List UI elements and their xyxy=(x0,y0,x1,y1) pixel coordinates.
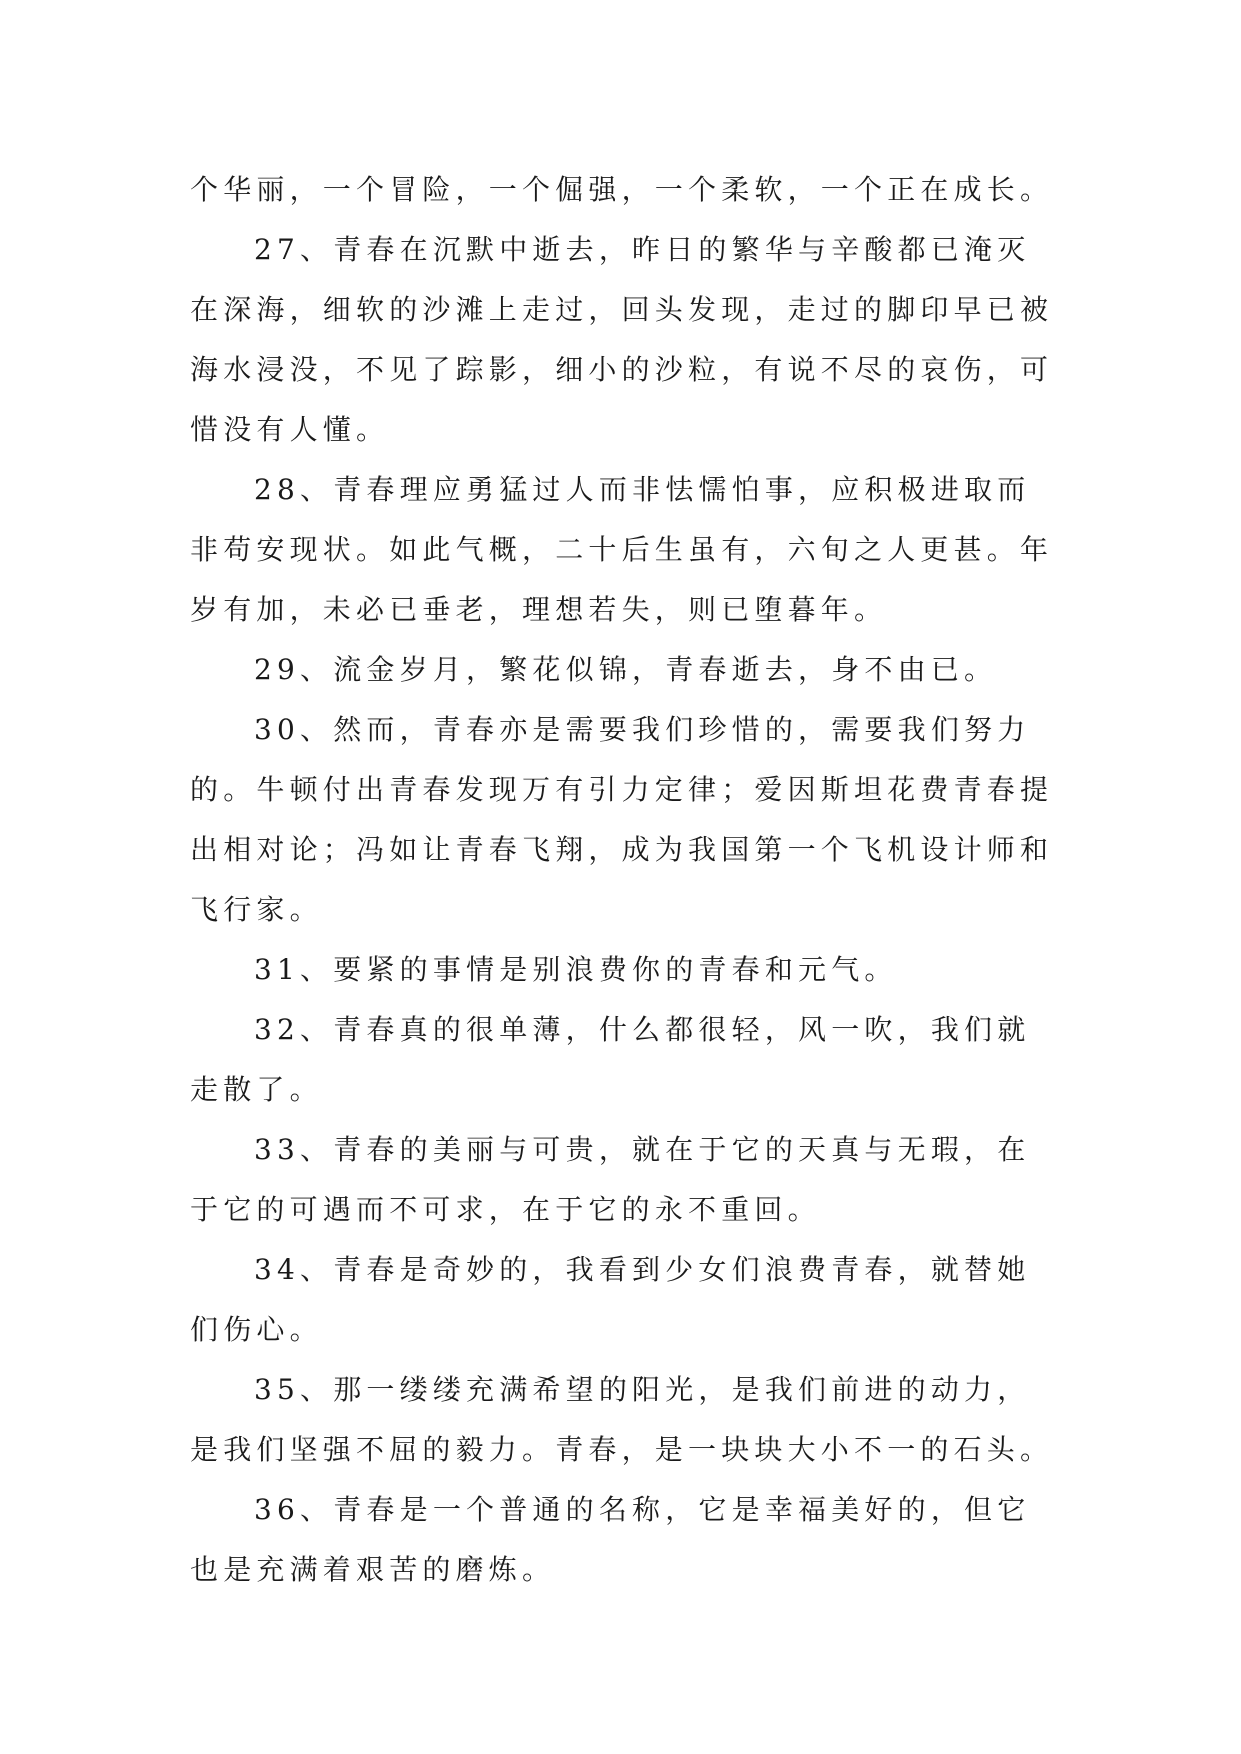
paragraph-36: 36、青春是一个普通的名称，它是幸福美好的，但它也是充满着艰苦的磨炼。 xyxy=(190,1493,1031,1586)
paragraph-31: 31、要紧的事情是别浪费你的青春和元气。 xyxy=(254,953,898,986)
paragraph-29: 29、流金岁月，繁花似锦，青春逝去，身不由已。 xyxy=(254,653,998,686)
paragraph-28: 28、青春理应勇猛过人而非怯懦怕事，应积极进取而非苟安现状。如此气概，二十后生虽有，六旬之人更甚。年岁有加，未必已垂老，理想若失，则已堕暮年。 xyxy=(190,473,1054,626)
paragraph-32: 32、青春真的很单薄，什么都很轻，风一吹，我们就走散了。 xyxy=(190,1013,1031,1106)
document-body xyxy=(190,160,1060,1600)
paragraph-continuation: 个华丽，一个冒险，一个倔强，一个柔软，一个正在成长。 xyxy=(190,173,1054,206)
paragraph-33: 33、青春的美丽与可贵，就在于它的天真与无瑕，在于它的可遇而不可求，在于它的永不重回。 xyxy=(190,1133,1031,1226)
paragraph-35: 35、那一缕缕充满希望的阳光，是我们前进的动力，是我们坚强不屈的毅力。青春，是一块块大小不一的石头。 xyxy=(190,1373,1054,1466)
paragraph-27: 27、青春在沉默中逝去，昨日的繁华与辛酸都已淹灭在深海，细软的沙滩上走过，回头发现，走过的脚印早已被海水浸没，不见了踪影，细小的沙粒，有说不尽的哀伤，可惜没有人懂。 xyxy=(190,233,1054,446)
paragraph-34: 34、青春是奇妙的，我看到少女们浪费青春，就替她们伤心。 xyxy=(190,1253,1031,1346)
paragraph-30: 30、然而，青春亦是需要我们珍惜的，需要我们努力的。牛顿付出青春发现万有引力定律；爱因斯坦花费青春提出相对论；冯如让青春飞翔，成为我国第一个飞机设计师和飞行家。 xyxy=(190,713,1054,926)
